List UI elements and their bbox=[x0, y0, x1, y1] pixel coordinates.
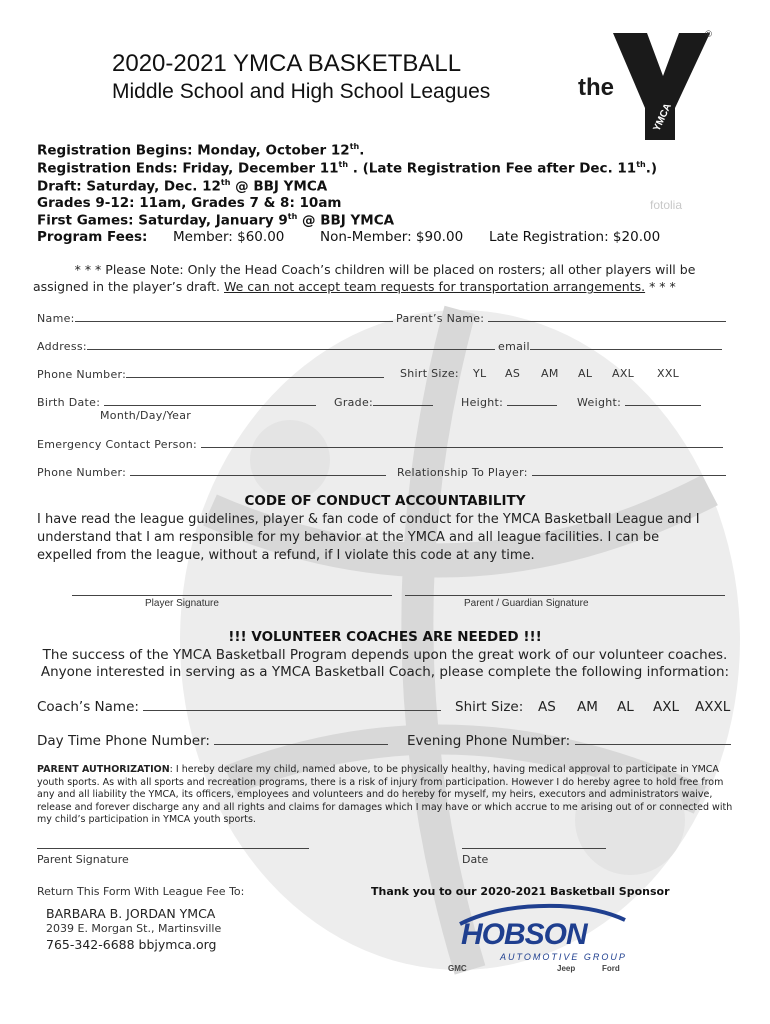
logo-registered-mark: ® bbox=[704, 30, 713, 40]
height-field[interactable]: Height: bbox=[461, 395, 557, 409]
registration-ends: Registration Ends: Friday, December 11th . (Late Registration Fee after Dec. 11th.) bbox=[37, 160, 658, 177]
parent-authorization: PARENT AUTHORIZATION: I hereby declare my child, named above, to be physically healthy, having medical approval to participate in YMCA youth sports. As with all sports and recreation programs, there is a risk of injury from participation. However I do hereby agree to hold free from any and all liability the YMCA, its officers, employees and volunteers and do hereby for myself, my heirs, executors and administrators waive, release and forever discharge any and all rights and claims for damages which I may have or which accrue to me arising out of or connected with my child’s participation in YMCA youth sports. bbox=[37, 764, 733, 825]
day-phone-field[interactable]: Day Time Phone Number: bbox=[37, 733, 388, 749]
conduct-heading: CODE OF CONDUCT ACCOUNTABILITY bbox=[244, 493, 526, 509]
relationship-field[interactable]: Relationship To Player: bbox=[397, 465, 726, 479]
coach-size-axxl[interactable]: AXXL bbox=[695, 699, 731, 715]
emergency-contact-field[interactable]: Emergency Contact Person: bbox=[37, 437, 723, 451]
parent-signature-label: Parent / Guardian Signature bbox=[464, 598, 589, 609]
note-line-2: assigned in the player’s draft. We can not accept team requests for transportation arrangements. * * * bbox=[33, 279, 676, 294]
sponsor-subtitle: AUTOMOTIVE GROUP bbox=[500, 952, 627, 962]
conduct-line-2: understand that I am responsible for my behavior at the YMCA and all league facilities. I can be bbox=[37, 530, 660, 545]
shirt-size-label: Shirt Size: bbox=[400, 367, 459, 380]
sponsor-brands bbox=[412, 964, 662, 976]
player-signature-label: Player Signature bbox=[145, 598, 219, 609]
birth-date-hint: Month/Day/Year bbox=[100, 409, 192, 422]
shirt-size-as[interactable]: AS bbox=[505, 367, 521, 380]
fee-member: Member: $60.00 bbox=[173, 229, 285, 245]
grades-times: Grades 9-12: 11am, Grades 7 & 8: 10am bbox=[37, 195, 342, 211]
registration-begins: Registration Begins: Monday, October 12th. bbox=[37, 142, 365, 159]
fee-nonmember: Non-Member: $90.00 bbox=[320, 229, 464, 245]
coach-size-al[interactable]: AL bbox=[617, 699, 634, 715]
org-address: 2039 E. Morgan St., Martinsville bbox=[46, 922, 222, 935]
volunteer-line-1: The success of the YMCA Basketball Program depends upon the great work of our volunteer coaches. bbox=[42, 647, 728, 663]
volunteer-line-2: Anyone interested in serving as a YMCA Basketball Coach, please complete the following information: bbox=[40, 664, 730, 680]
parents-name-field[interactable]: Parent’s Name: bbox=[396, 311, 726, 325]
brand-gmc: GMC bbox=[448, 964, 467, 973]
fotolia-watermark: fotolia bbox=[650, 198, 683, 212]
shirt-size-axl[interactable]: AXL bbox=[612, 367, 635, 380]
address-field[interactable]: Address: bbox=[37, 339, 495, 353]
logo-the-text: the bbox=[578, 74, 614, 101]
conduct-line-3: expelled from the league, without a refund, if I violate this code at any time. bbox=[37, 548, 535, 563]
coach-shirt-size-label: Shirt Size: bbox=[455, 699, 524, 715]
note-line-1: * * * Please Note: Only the Head Coach’s children will be placed on rosters; all other players will be bbox=[74, 262, 696, 277]
shirt-size-am[interactable]: AM bbox=[541, 367, 559, 380]
shirt-size-yl[interactable]: YL bbox=[473, 367, 487, 380]
birth-date-field[interactable]: Birth Date: bbox=[37, 395, 316, 409]
parent-signature-line[interactable] bbox=[405, 595, 725, 596]
auth-parent-signature-line[interactable] bbox=[37, 848, 309, 849]
conduct-line-1: I have read the league guidelines, player & fan code of conduct for the YMCA Basketball League and I bbox=[37, 512, 700, 527]
coach-name-field[interactable]: Coach’s Name: bbox=[37, 699, 441, 715]
draft-date: Draft: Saturday, Dec. 12th @ BBJ YMCA bbox=[37, 178, 328, 195]
org-name: BARBARA B. JORDAN YMCA bbox=[46, 906, 216, 921]
evening-phone-field[interactable]: Evening Phone Number: bbox=[407, 733, 731, 749]
logo-ymca-text: YMCA bbox=[651, 101, 674, 134]
return-form-text: Return This Form With League Fee To: bbox=[37, 885, 245, 898]
fee-late: Late Registration: $20.00 bbox=[489, 229, 661, 245]
program-fees-label: Program Fees: bbox=[37, 229, 148, 245]
auth-parent-signature-label: Parent Signature bbox=[37, 853, 129, 866]
weight-field[interactable]: Weight: bbox=[577, 395, 701, 409]
first-games: First Games: Saturday, January 9th @ BBJ YMCA bbox=[37, 212, 395, 229]
coach-size-axl[interactable]: AXL bbox=[653, 699, 680, 715]
shirt-size-al[interactable]: AL bbox=[578, 367, 593, 380]
coach-size-am[interactable]: AM bbox=[577, 699, 598, 715]
emergency-phone-field[interactable]: Phone Number: bbox=[37, 465, 386, 479]
volunteer-heading: !!! VOLUNTEER COACHES ARE NEEDED !!! bbox=[228, 629, 542, 645]
email-field[interactable]: email bbox=[498, 339, 722, 353]
sponsor-thanks: Thank you to our 2020-2021 Basketball Sponsor bbox=[371, 885, 670, 898]
auth-date-line[interactable] bbox=[462, 848, 606, 849]
page-subtitle: Middle School and High School Leagues bbox=[112, 80, 491, 103]
brand-ford: Ford bbox=[602, 964, 620, 973]
auth-date-label: Date bbox=[462, 853, 489, 866]
phone-number-field[interactable]: Phone Number: bbox=[37, 367, 384, 381]
coach-size-as[interactable]: AS bbox=[538, 699, 556, 715]
name-field[interactable]: Name: bbox=[37, 311, 393, 325]
player-signature-line[interactable] bbox=[72, 595, 392, 596]
shirt-size-xxl[interactable]: XXL bbox=[657, 367, 680, 380]
brand-jeep: Jeep bbox=[557, 964, 576, 973]
page-title: 2020-2021 YMCA BASKETBALL bbox=[112, 50, 462, 77]
sponsor-name: HOBSON bbox=[461, 918, 587, 951]
grade-field[interactable]: Grade: bbox=[334, 395, 433, 409]
org-contact: 765-342-6688 bbjymca.org bbox=[46, 937, 217, 952]
